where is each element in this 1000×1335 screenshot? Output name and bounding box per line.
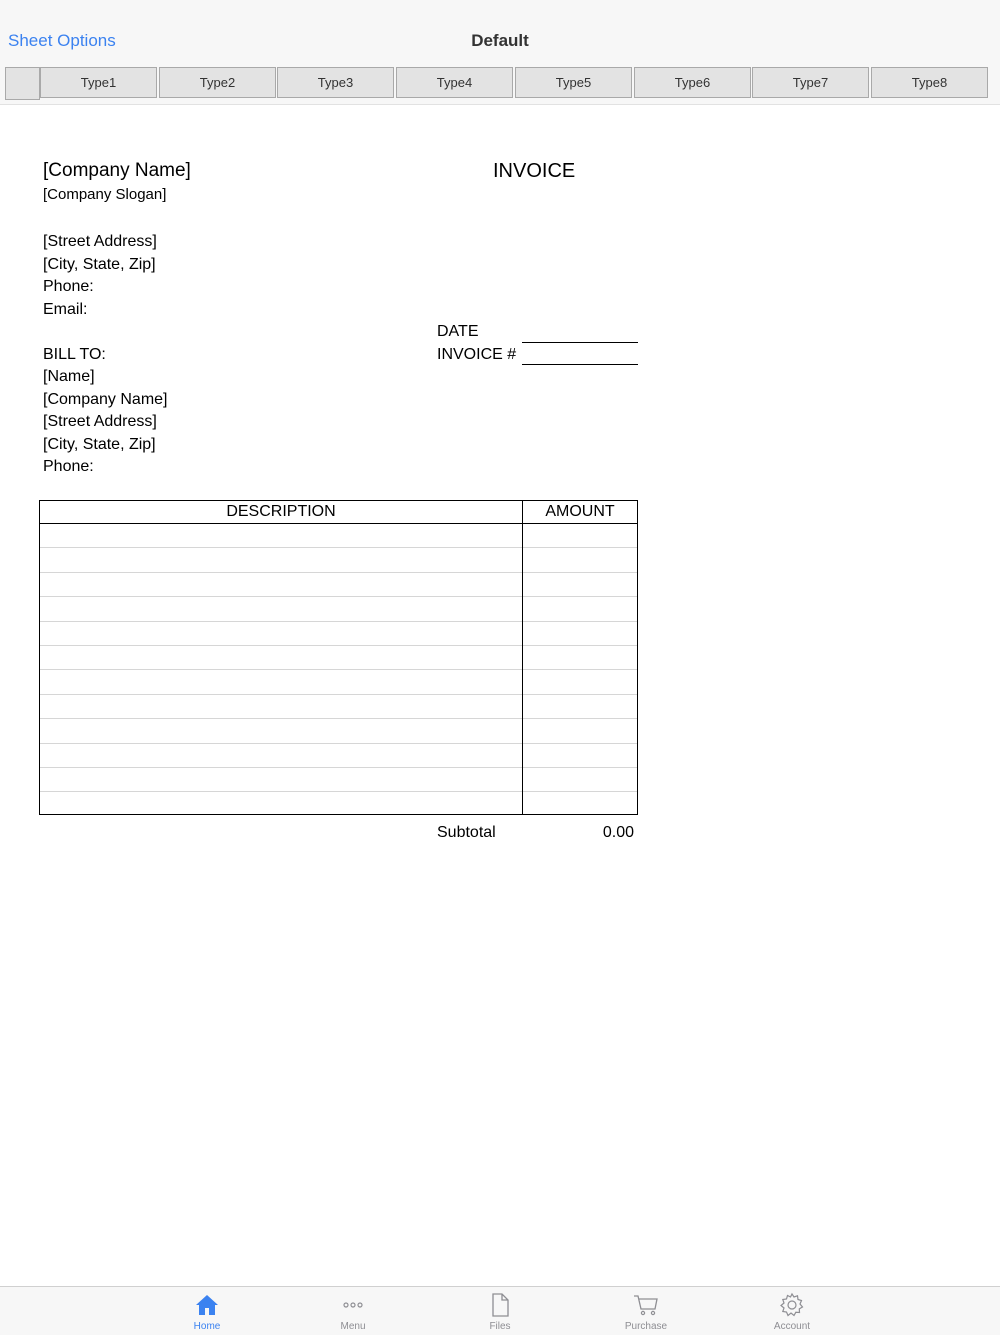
tab-account[interactable] [742, 1287, 842, 1335]
bill-to-street[interactable]: [Street Address] [43, 413, 157, 430]
amount-cell[interactable] [523, 597, 637, 620]
tab-files-label: Files [489, 1321, 511, 1332]
date-label: DATE [437, 323, 479, 340]
tab-bar [0, 1286, 1000, 1335]
table-row [40, 792, 637, 816]
document-icon [487, 1292, 513, 1318]
company-email[interactable]: Email: [43, 301, 88, 318]
table-row [40, 573, 637, 597]
home-icon [194, 1292, 220, 1318]
amount-cell[interactable] [523, 646, 637, 669]
bill-to-phone[interactable]: Phone: [43, 458, 94, 475]
company-street[interactable]: [Street Address] [43, 233, 157, 250]
amount-cell[interactable] [523, 744, 637, 767]
type-tab-4[interactable]: Type4 [396, 67, 513, 98]
type-blank-cell[interactable] [5, 67, 40, 100]
table-row [40, 719, 637, 743]
bill-to-name[interactable]: [Name] [43, 368, 95, 385]
amount-cell[interactable] [523, 670, 637, 693]
company-phone[interactable]: Phone: [43, 278, 94, 295]
tab-purchase[interactable] [596, 1287, 696, 1335]
description-cell[interactable] [40, 524, 522, 547]
description-cell[interactable] [40, 597, 522, 620]
amount-cell[interactable] [523, 573, 637, 596]
table-row [40, 622, 637, 646]
amount-header: AMOUNT [545, 503, 615, 520]
description-cell[interactable] [40, 695, 522, 718]
cart-icon [633, 1292, 659, 1318]
type-tab-2[interactable]: Type2 [159, 67, 276, 98]
invoice-number-label: INVOICE # [437, 346, 517, 363]
table-row [40, 768, 637, 792]
type-tab-3[interactable]: Type3 [277, 67, 394, 98]
line-items-table [39, 500, 638, 815]
subtotal-value: 0.00 [602, 824, 634, 841]
type-tab-8[interactable]: Type8 [871, 67, 988, 98]
description-header: DESCRIPTION [226, 503, 336, 520]
tab-menu[interactable] [303, 1287, 403, 1335]
bill-to-company[interactable]: [Company Name] [43, 391, 168, 408]
sheet-options-button[interactable]: Sheet Options [8, 31, 116, 50]
amount-cell[interactable] [523, 792, 637, 816]
tab-home[interactable] [157, 1287, 257, 1335]
table-row [40, 695, 637, 719]
date-field[interactable] [522, 342, 638, 343]
company-slogan[interactable]: [Company Slogan] [43, 186, 167, 203]
table-row [40, 670, 637, 694]
table-row [40, 548, 637, 572]
type-selector-bar [0, 62, 1000, 105]
amount-cell[interactable] [523, 768, 637, 791]
description-cell[interactable] [40, 646, 522, 669]
type-tab-7[interactable]: Type7 [752, 67, 869, 98]
column-divider [522, 501, 523, 814]
ellipsis-icon [340, 1292, 366, 1318]
invoice-heading: INVOICE [493, 160, 576, 182]
table-row [40, 744, 637, 768]
tab-home-label: Home [193, 1321, 221, 1332]
table-row [40, 524, 637, 548]
company-name[interactable]: [Company Name] [43, 160, 191, 181]
gear-icon [779, 1292, 805, 1318]
description-cell[interactable] [40, 792, 522, 816]
description-cell[interactable] [40, 768, 522, 791]
navigation-bar [0, 0, 1000, 63]
subtotal-label: Subtotal [437, 824, 496, 841]
tab-purchase-label: Purchase [624, 1321, 668, 1332]
amount-cell[interactable] [523, 695, 637, 718]
type-tab-1[interactable]: Type1 [40, 67, 157, 98]
description-cell[interactable] [40, 719, 522, 742]
table-row [40, 597, 637, 621]
bill-to-label: BILL TO: [43, 346, 106, 363]
amount-cell[interactable] [523, 524, 637, 547]
table-row [40, 646, 637, 670]
invoice-sheet [0, 105, 1000, 1285]
company-city[interactable]: [City, State, Zip] [43, 256, 156, 273]
tab-menu-label: Menu [340, 1321, 366, 1332]
type-tab-5[interactable]: Type5 [515, 67, 632, 98]
amount-cell[interactable] [523, 622, 637, 645]
type-tab-6[interactable]: Type6 [634, 67, 751, 98]
page-title: Default [471, 31, 529, 50]
description-cell[interactable] [40, 622, 522, 645]
amount-cell[interactable] [523, 548, 637, 571]
tab-account-label: Account [773, 1321, 811, 1332]
description-cell[interactable] [40, 548, 522, 571]
description-cell[interactable] [40, 573, 522, 596]
tab-files[interactable] [450, 1287, 550, 1335]
amount-cell[interactable] [523, 719, 637, 742]
bill-to-city[interactable]: [City, State, Zip] [43, 436, 156, 453]
description-cell[interactable] [40, 670, 522, 693]
description-cell[interactable] [40, 744, 522, 767]
invoice-number-field[interactable] [522, 364, 638, 365]
